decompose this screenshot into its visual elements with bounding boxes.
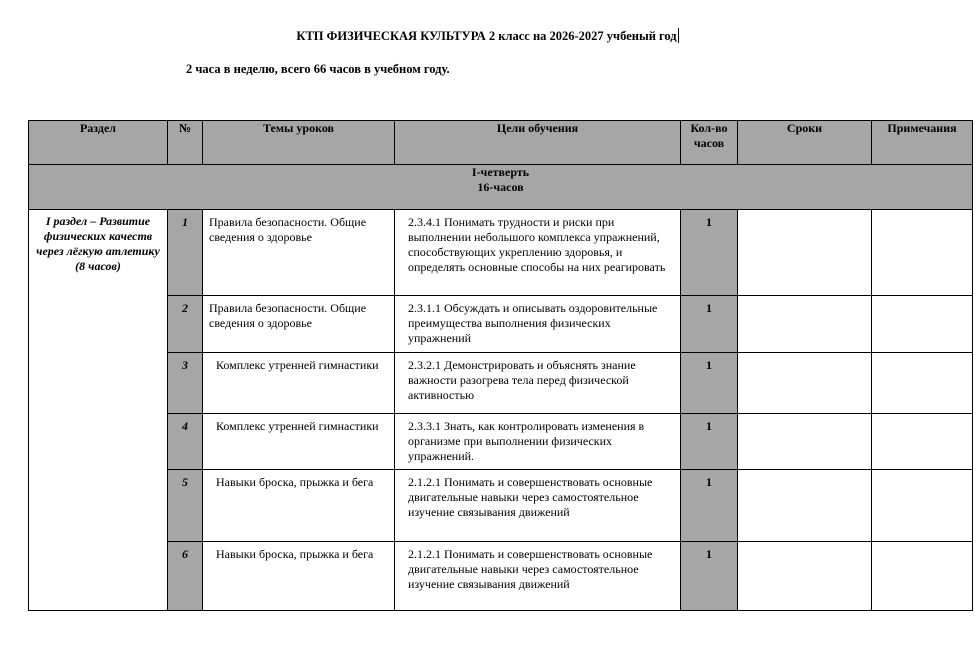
row-number: 3 bbox=[168, 353, 203, 414]
quarter-row bbox=[29, 165, 973, 210]
document-title bbox=[0, 28, 975, 44]
row-topic: Навыки броска, прыжка и бега bbox=[203, 470, 395, 542]
row-notes-cell[interactable] bbox=[872, 470, 973, 542]
table-header-row bbox=[29, 121, 973, 165]
row-hours: 1 bbox=[681, 210, 738, 296]
quarter-cell bbox=[29, 165, 973, 210]
quarter-hours: 16-часов bbox=[477, 180, 524, 194]
row-hours: 1 bbox=[681, 470, 738, 542]
row-hours: 1 bbox=[681, 296, 738, 353]
row-topic: Правила безопасности. Общие сведения о здоровье bbox=[203, 210, 395, 296]
header-hours-line1: Кол-во bbox=[690, 121, 728, 135]
header-topics: Темы уроков bbox=[203, 121, 395, 165]
row-hours: 1 bbox=[681, 542, 738, 611]
header-goals: Цели обучения bbox=[395, 121, 681, 165]
row-number: 1 bbox=[168, 210, 203, 296]
row-goal: 2.1.2.1 Понимать и совершенствовать основные двигательные навыки через самостоятельное изучение связывания движений bbox=[395, 470, 681, 542]
row-goal: 2.3.1.1 Обсуждать и описывать оздоровительные преимущества выполнения физических упражнений bbox=[395, 296, 681, 353]
row-dates-cell[interactable] bbox=[738, 542, 872, 611]
row-number: 6 bbox=[168, 542, 203, 611]
quarter-label: I-четверть bbox=[471, 165, 530, 179]
header-hours bbox=[681, 121, 738, 165]
table-row bbox=[29, 414, 973, 470]
header-dates: Сроки bbox=[738, 121, 872, 165]
row-number: 2 bbox=[168, 296, 203, 353]
ktp-table bbox=[28, 120, 973, 611]
row-dates-cell[interactable] bbox=[738, 353, 872, 414]
header-section: Раздел bbox=[29, 121, 168, 165]
row-notes-cell[interactable] bbox=[872, 353, 973, 414]
row-notes-cell[interactable] bbox=[872, 414, 973, 470]
row-topic: Правила безопасности. Общие сведения о здоровье bbox=[203, 296, 395, 353]
row-goal: 2.3.4.1 Понимать трудности и риски при выполнении небольшого комплекса упражнений, способствующих укреплению здоровья, и определять основные способы на них реагировать bbox=[395, 210, 681, 296]
row-topic: Комплекс утренней гимнастики bbox=[203, 353, 395, 414]
row-dates-cell[interactable] bbox=[738, 414, 872, 470]
row-dates-cell[interactable] bbox=[738, 210, 872, 296]
table-row bbox=[29, 542, 973, 611]
row-notes-cell[interactable] bbox=[872, 296, 973, 353]
row-notes-cell[interactable] bbox=[872, 542, 973, 611]
header-hours-line2: часов bbox=[693, 136, 725, 150]
table-row bbox=[29, 296, 973, 353]
header-notes: Примечания bbox=[872, 121, 973, 165]
row-goal: 2.1.2.1 Понимать и совершенствовать основные двигательные навыки через самостоятельное изучение связывания движений bbox=[395, 542, 681, 611]
section-name-cell: I раздел – Развитие физических качеств через лёгкую атлетику (8 часов) bbox=[29, 210, 168, 611]
document-subtitle: 2 часа в неделю, всего 66 часов в учебном году. bbox=[186, 62, 450, 76]
row-number: 4 bbox=[168, 414, 203, 470]
row-topic: Комплекс утренней гимнастики bbox=[203, 414, 395, 470]
row-notes-cell[interactable] bbox=[872, 210, 973, 296]
row-goal: 2.3.2.1 Демонстрировать и объяснять знание важности разогрева тела перед физической активностью bbox=[395, 353, 681, 414]
table-row bbox=[29, 353, 973, 414]
row-hours: 1 bbox=[681, 353, 738, 414]
row-hours: 1 bbox=[681, 414, 738, 470]
row-dates-cell[interactable] bbox=[738, 470, 872, 542]
table-row bbox=[29, 210, 973, 296]
header-number: № bbox=[168, 121, 203, 165]
document-title-text: КТП ФИЗИЧЕСКАЯ КУЛЬТУРА 2 класс на 2026-2027 учбеный год bbox=[296, 29, 677, 43]
table-row bbox=[29, 470, 973, 542]
text-cursor bbox=[678, 28, 679, 43]
row-topic: Навыки броска, прыжка и бега bbox=[203, 542, 395, 611]
row-goal: 2.3.3.1 Знать, как контролировать изменения в организме при выполнении физических упражнений. bbox=[395, 414, 681, 470]
row-dates-cell[interactable] bbox=[738, 296, 872, 353]
row-number: 5 bbox=[168, 470, 203, 542]
